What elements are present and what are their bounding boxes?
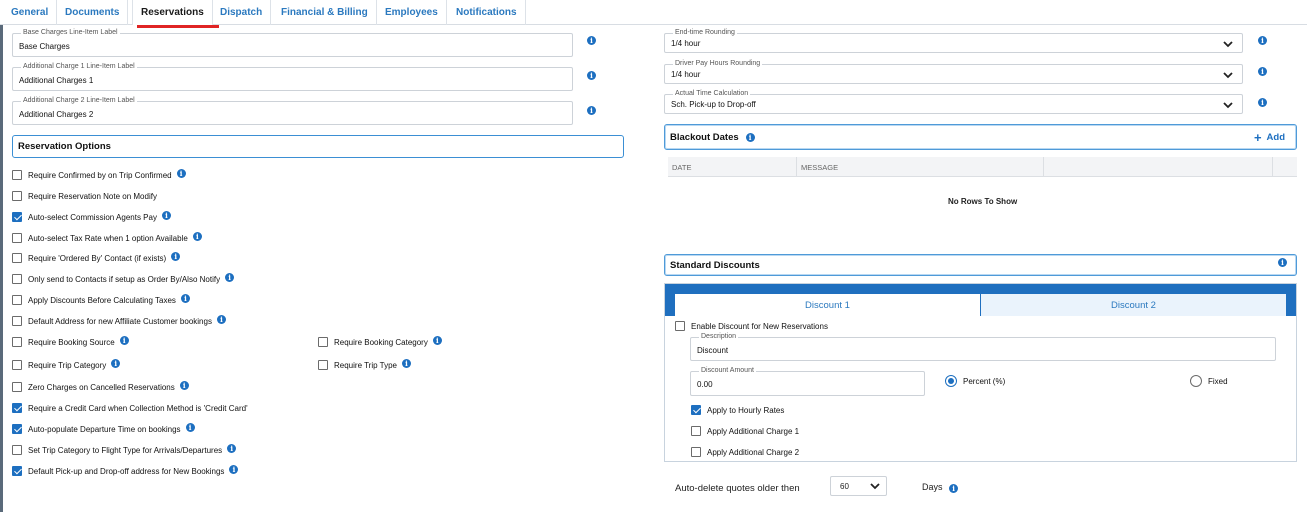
reservation-option-checkbox[interactable] <box>12 274 234 284</box>
field-value: 1/4 hour <box>671 70 701 79</box>
reservation-option-checkbox[interactable] <box>12 382 189 392</box>
info-icon[interactable]: i <box>181 294 190 303</box>
checkbox-label: Require Trip Type <box>334 360 397 370</box>
tab-financial-billing[interactable]: Financial & Billing <box>273 0 377 25</box>
additional-charge-1-label-field[interactable] <box>12 63 573 91</box>
field-label: Discount Amount <box>701 367 754 374</box>
checkbox-label: Auto-select Commission Agents Pay <box>28 212 157 222</box>
checkbox-box[interactable] <box>318 360 328 370</box>
checkbox-label: Auto-select Tax Rate when 1 option Available <box>28 233 188 243</box>
discount-tab-bar <box>665 284 1296 316</box>
apply-addl-charge-1-checkbox[interactable] <box>691 426 799 436</box>
chevron-down-icon <box>869 480 881 492</box>
tab-discount-1[interactable]: Discount 1 <box>675 294 980 316</box>
checkbox-box[interactable] <box>318 337 328 347</box>
end-time-rounding-select[interactable] <box>664 29 1243 53</box>
reservation-option-checkbox[interactable] <box>12 253 180 263</box>
info-icon[interactable]: i <box>162 211 171 220</box>
checkbox-box[interactable] <box>691 447 701 457</box>
info-icon[interactable]: i <box>402 359 411 368</box>
info-icon[interactable]: i <box>171 252 180 261</box>
radio-label: Percent (%) <box>963 376 1006 386</box>
tab-reservations[interactable]: Reservations <box>132 0 213 25</box>
percent-radio[interactable] <box>945 375 1005 387</box>
discount-amount-field[interactable] <box>690 367 925 396</box>
standard-discounts-header <box>664 254 1297 276</box>
checkbox-label: Require Booking Category <box>334 337 428 347</box>
radio-label: Fixed <box>1208 376 1228 386</box>
info-icon[interactable]: i <box>193 232 202 241</box>
reservation-option-checkbox[interactable] <box>12 424 195 434</box>
left-edge-bar <box>0 25 3 512</box>
auto-delete-days-select[interactable] <box>830 476 887 496</box>
field-value: Base Charges <box>19 42 70 51</box>
days-text: Days <box>922 482 943 492</box>
days-unit-label <box>922 482 958 492</box>
chevron-down-icon <box>1222 99 1234 111</box>
checkbox-box[interactable] <box>12 233 22 243</box>
column-header-message[interactable]: MESSAGE <box>797 157 1044 177</box>
active-tab-indicator <box>137 25 219 28</box>
tab-notifications[interactable]: Notifications <box>448 0 526 25</box>
checkbox-label: Enable Discount for New Reservations <box>691 321 828 331</box>
field-value: Additional Charges 2 <box>19 110 94 119</box>
info-icon[interactable]: i <box>111 359 120 368</box>
checkbox-box[interactable] <box>675 321 685 331</box>
checkbox-label: Apply to Hourly Rates <box>707 405 785 415</box>
driver-pay-hours-rounding-select[interactable] <box>664 60 1243 84</box>
reservation-option-checkbox[interactable] <box>12 360 120 370</box>
add-blackout-date-button[interactable] <box>1254 131 1285 144</box>
reservation-option-checkbox[interactable] <box>12 191 157 201</box>
reservation-option-checkbox[interactable] <box>12 295 190 305</box>
blackout-dates-title: Blackout Dates <box>670 131 739 143</box>
reservation-option-checkbox[interactable] <box>12 337 129 347</box>
field-value: Additional Charges 1 <box>19 76 94 85</box>
tab-dispatch[interactable]: Dispatch <box>212 0 271 25</box>
checkbox-label: Require Confirmed by on Trip Confirmed <box>28 170 172 180</box>
checkbox-box[interactable] <box>12 212 22 222</box>
apply-addl-charge-2-checkbox[interactable] <box>691 447 799 457</box>
field-label: Additional Charge 1 Line-Item Label <box>23 63 135 70</box>
tab-discount-2[interactable]: Discount 2 <box>981 294 1286 316</box>
checkbox-box[interactable] <box>12 360 22 370</box>
tab-employees[interactable]: Employees <box>377 0 447 25</box>
checkbox-box[interactable] <box>12 424 22 434</box>
checkbox-box[interactable] <box>12 337 22 347</box>
info-icon[interactable]: i <box>227 444 236 453</box>
settings-tabs <box>0 0 1307 25</box>
blackout-dates-header <box>664 124 1297 150</box>
checkbox-box[interactable] <box>12 170 22 180</box>
info-icon[interactable]: i <box>433 336 442 345</box>
chevron-down-icon <box>1222 38 1234 50</box>
chevron-down-icon <box>1222 69 1234 81</box>
checkbox-label: Default Address for new Affiliate Customer bookings <box>28 316 212 326</box>
checkbox-box[interactable] <box>12 466 22 476</box>
reservation-option-checkbox[interactable] <box>318 337 442 347</box>
info-icon[interactable]: i <box>1258 67 1267 76</box>
discount-description-field[interactable] <box>690 333 1276 361</box>
add-label: Add <box>1266 132 1285 143</box>
checkbox-box[interactable] <box>691 426 701 436</box>
checkbox-label: Apply Discounts Before Calculating Taxes <box>28 295 176 305</box>
column-header-blank[interactable] <box>1044 157 1273 177</box>
tab-general[interactable]: General <box>3 0 57 25</box>
checkbox-label: Zero Charges on Cancelled Reservations <box>28 382 175 392</box>
blackout-table-header <box>668 157 1297 177</box>
checkbox-box[interactable] <box>12 274 22 284</box>
info-icon[interactable]: i <box>177 169 186 178</box>
field-value: Sch. Pick-up to Drop-off <box>671 100 756 109</box>
checkbox-label: Require Booking Source <box>28 337 115 347</box>
checkbox-label: Apply Additional Charge 2 <box>707 447 800 457</box>
info-icon[interactable]: i <box>746 133 755 142</box>
info-icon[interactable]: i <box>587 36 596 45</box>
checkbox-label: Auto-populate Departure Time on bookings <box>28 424 181 434</box>
field-label: Base Charges Line-Item Label <box>23 29 118 36</box>
checkbox-box[interactable] <box>691 405 701 415</box>
reservation-option-checkbox[interactable] <box>12 212 171 222</box>
tab-documents[interactable]: Documents <box>57 0 128 25</box>
info-icon[interactable]: i <box>587 106 596 115</box>
plus-icon: + <box>1253 130 1262 145</box>
reservation-option-checkbox[interactable] <box>12 170 186 180</box>
info-icon[interactable]: i <box>1258 36 1267 45</box>
checkbox-box[interactable] <box>12 403 22 413</box>
info-icon[interactable]: i <box>225 273 234 282</box>
info-icon[interactable]: i <box>229 465 238 474</box>
no-rows-message: No Rows To Show <box>948 197 1018 206</box>
info-icon[interactable]: i <box>186 423 195 432</box>
apply-hourly-checkbox[interactable] <box>691 405 784 415</box>
enable-discount-checkbox[interactable] <box>675 321 828 331</box>
info-icon[interactable]: i <box>1278 258 1287 267</box>
reservation-option-checkbox[interactable] <box>12 233 202 243</box>
checkbox-box[interactable] <box>12 295 22 305</box>
info-icon[interactable]: i <box>587 71 596 80</box>
field-label: Description <box>701 333 737 340</box>
checkbox-box[interactable] <box>12 191 22 201</box>
checkbox-label: Set Trip Category to Flight Type for Arrivals/Departures <box>28 445 223 455</box>
fixed-radio[interactable] <box>1190 375 1228 387</box>
checkbox-label: Apply Additional Charge 1 <box>707 426 800 436</box>
field-label: Actual Time Calculation <box>675 90 749 97</box>
column-header-date[interactable]: DATE <box>668 157 797 177</box>
auto-delete-label: Auto-delete quotes older then <box>675 483 800 494</box>
reservation-option-checkbox[interactable] <box>318 360 411 370</box>
field-label: Additional Charge 2 Line-Item Label <box>23 97 135 104</box>
checkbox-box[interactable] <box>12 382 22 392</box>
info-icon[interactable]: i <box>180 381 189 390</box>
checkbox-label: Require Trip Category <box>28 360 107 370</box>
additional-charge-2-label-field[interactable] <box>12 97 573 125</box>
info-icon[interactable]: i <box>1258 98 1267 107</box>
field-label: Driver Pay Hours Rounding <box>675 60 761 67</box>
select-value: 60 <box>840 482 849 491</box>
checkbox-label: Default Pick-up and Drop-off address for New Bookings <box>28 466 225 476</box>
field-value: 1/4 hour <box>671 39 701 48</box>
info-icon[interactable]: i <box>949 484 958 493</box>
radio-circle[interactable] <box>945 375 957 387</box>
info-icon[interactable]: i <box>120 336 129 345</box>
reservation-option-checkbox[interactable] <box>12 316 226 326</box>
reservation-option-checkbox[interactable] <box>12 466 238 476</box>
field-value: 0.00 <box>697 380 713 389</box>
checkbox-label: Require Reservation Note on Modify <box>28 191 157 201</box>
checkbox-label: Require 'Ordered By' Contact (if exists) <box>28 253 167 263</box>
reservation-options-header: Reservation Options <box>12 135 624 158</box>
reservation-option-checkbox[interactable] <box>12 403 248 413</box>
standard-discounts-title: Standard Discounts <box>670 259 760 271</box>
reservation-option-checkbox[interactable] <box>12 445 236 455</box>
base-charges-label-field[interactable] <box>12 29 573 57</box>
checkbox-label: Require a Credit Card when Collection Method is 'Credit Card' <box>28 403 248 413</box>
info-icon[interactable]: i <box>217 315 226 324</box>
actual-time-calculation-select[interactable] <box>664 90 1243 114</box>
field-label: End-time Rounding <box>675 29 735 36</box>
checkbox-box[interactable] <box>12 253 22 263</box>
field-value: Discount <box>697 346 729 355</box>
checkbox-box[interactable] <box>12 445 22 455</box>
checkbox-box[interactable] <box>12 316 22 326</box>
radio-circle[interactable] <box>1190 375 1202 387</box>
checkbox-label: Only send to Contacts if setup as Order By/Also Notify <box>28 274 221 284</box>
